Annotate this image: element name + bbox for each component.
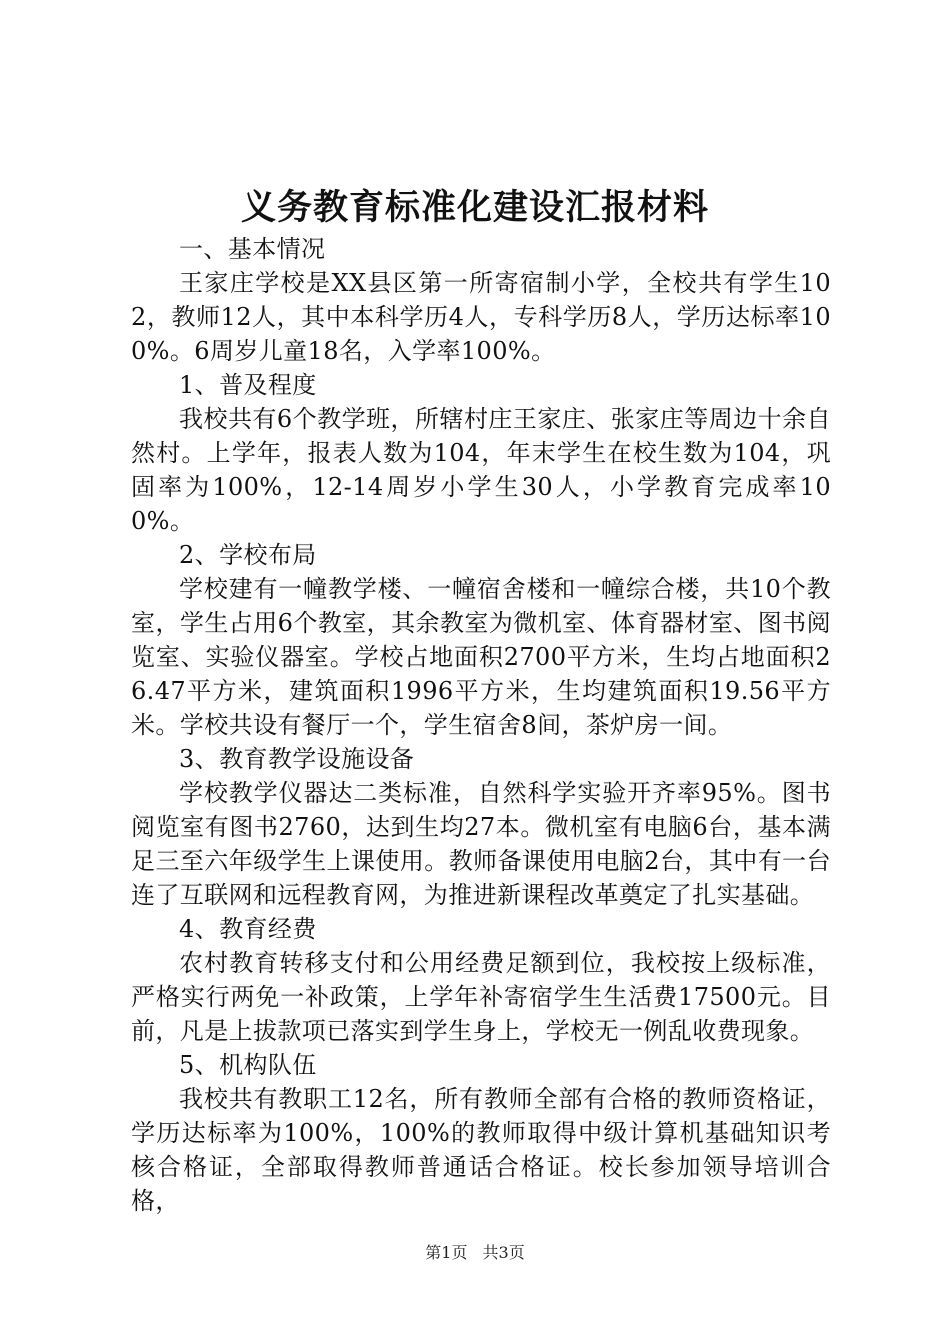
section-heading-basic-info: 一、基本情况 — [179, 235, 326, 263]
paragraph-facilities: 学校教学仪器达二类标准，自然科学实验开齐率95%。图书阅览室有图书2760，达到生均27本。微机室有电脑6台，基本满足三至六年级学生上课使用。教师备课使用电脑2台，其中有一台连了互联网和远程教育网，为推进新课程改革奠定了扎实基础。 — [131, 779, 831, 909]
section-heading-school-layout: 2、学校布局 — [179, 541, 317, 569]
section-heading-popularization: 1、普及程度 — [179, 371, 317, 399]
paragraph-school-layout: 学校建有一幢教学楼、一幢宿舍楼和一幢综合楼，共10个教室，学生占用6个教室，其余教室为微机室、体育器材室、图书阅览室、实验仪器室。学校占地面积2700平方米，生均占地面积26.47平方米，建筑面积1996平方米，生均建筑面积19.56平方米。学校共设有餐厅一个，学生宿舍8间，茶炉房一间。 — [131, 575, 831, 739]
section-heading-funding: 4、教育经费 — [179, 915, 317, 943]
page-footer — [0, 1243, 950, 1263]
paragraph-popularization: 我校共有6个教学班，所辖村庄王家庄、张家庄等周边十余自然村。上学年，报表人数为104，年末学生在校生数为104，巩固率为100%，12-14周岁小学生30人，小学教育完成率100%。 — [131, 405, 831, 535]
paragraph-basic-info: 王家庄学校是XX县区第一所寄宿制小学，全校共有学生102，教师12人，其中本科学历4人，专科学历8人，学历达标率100%。6周岁儿童18名，入学率100%。 — [131, 269, 831, 365]
section-heading-facilities: 3、教育教学设施设备 — [179, 745, 415, 773]
document-title: 义务教育标准化建设汇报材料 — [240, 187, 709, 228]
page-total: 共3页 — [482, 1243, 525, 1262]
paragraph-staff: 我校共有教职工12名，所有教师全部有合格的教师资格证，学历达标率为100%，100%的教师取得中级计算机基础知识考核合格证，全部取得教师普通话合格证。校长参加领导培训合格， — [131, 1085, 831, 1215]
document-body — [131, 232, 831, 1218]
paragraph-funding: 农村教育转移支付和公用经费足额到位，我校按上级标准，严格实行两免一补政策，上学年补寄宿学生生活费17500元。目前，凡是上拔款项已落实到学生身上，学校无一例乱收费现象。 — [131, 949, 831, 1045]
section-heading-staff: 5、机构队伍 — [179, 1051, 317, 1079]
page-number: 第1页 — [425, 1243, 468, 1262]
